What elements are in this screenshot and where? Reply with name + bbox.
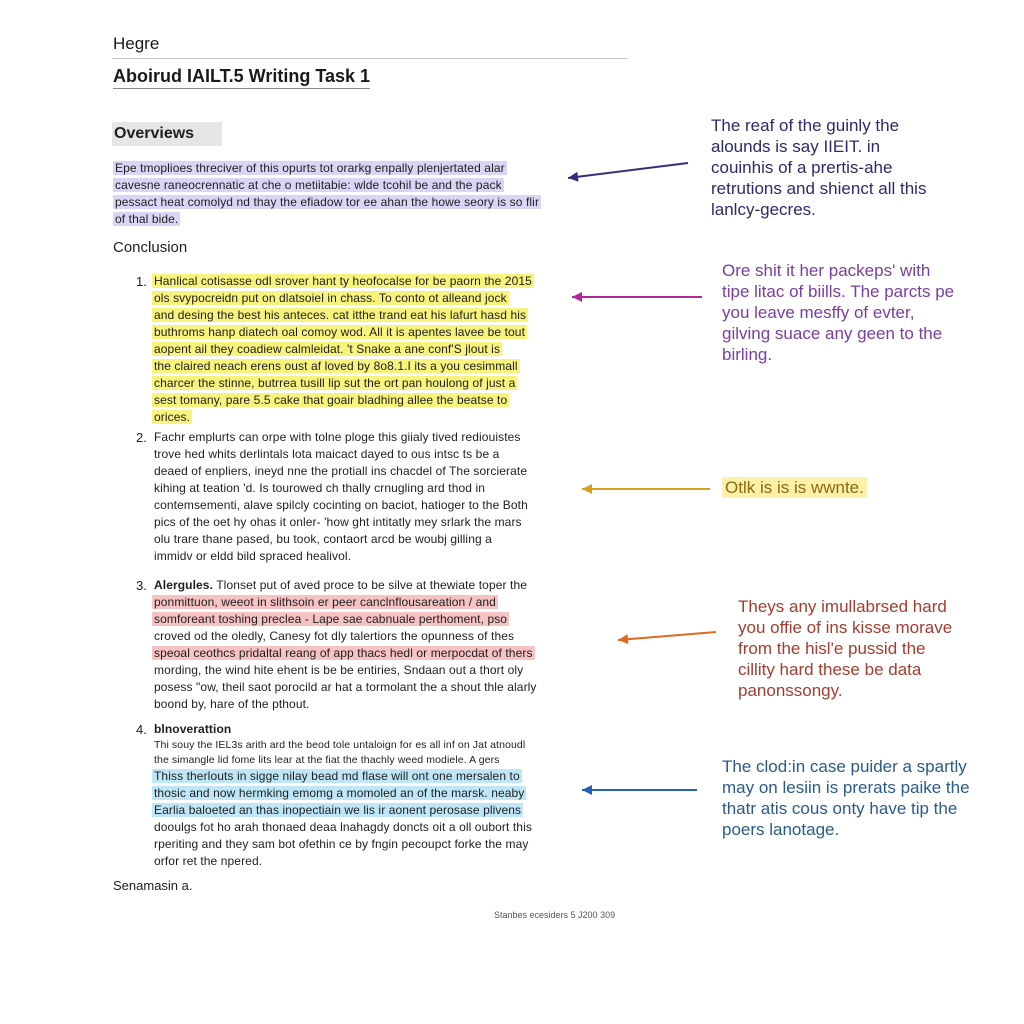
item-line-text: orfor ret the npered.: [154, 854, 263, 868]
document-label: Hegre: [113, 34, 160, 53]
item-line-text: Hanlical cotisasse odl srover hant ty heofocalse for be paorn the 2015: [154, 274, 532, 288]
item-line-text: Thi souy the IEL3s arith ard the beod tole untaloign for es all inf on Jat atnoudl: [154, 739, 526, 751]
item-line-text: and desing the best his anteces. cat itthe trand eat his lafurt hasd his: [154, 308, 527, 322]
note-line: The clod:in case puider a spartly: [722, 757, 967, 776]
item-line-text: Thiss therlouts in sigge nilay bead md flase will ont one mersalen to: [154, 769, 520, 783]
annotation-arrow: [572, 292, 702, 302]
item-line-text: Earlia baloeted an thas inopectiain we lis ir aonent perosase plivens: [154, 803, 522, 817]
document-title: Aboirud IAILT.5 Writing Task 1: [113, 66, 370, 89]
note-line: you leave mesffy of evter,: [722, 303, 915, 322]
item-number: 4.: [136, 722, 147, 737]
item-line-text: buthroms hanp diatech oal comoy wod. All it is apentes lavee be tout: [154, 325, 526, 339]
overview-line: pessact heat comolyd nd thay the efiadow tor ee ahan the howe seory is so flir: [115, 195, 540, 209]
note-line: tipe litac of biills. The parcts pe: [722, 282, 955, 301]
signature: Senamasin a.: [113, 878, 193, 893]
note-line: Ore shit it her packeps' with: [722, 261, 931, 280]
overview-heading: Overviews: [112, 122, 222, 146]
note-line: birling.: [722, 345, 773, 364]
note-line: couinhis of a prertis-ahe: [711, 158, 893, 177]
arrow-head: [568, 172, 579, 182]
note-line: Theys any imullabrsed hard: [738, 597, 947, 616]
note-line: may on lesiin is prerats paike the: [722, 778, 970, 797]
item-line-text: sest tomany, pare 5.5 cake that goair bladhing allee the beatse to: [154, 393, 508, 407]
note-line: retrutions and shienct all this: [711, 179, 927, 198]
note-line: lanlcy-gecres.: [711, 200, 816, 219]
item-line-text: thosic and now hermking emomg a momoled an of the marsk. neaby: [154, 786, 525, 800]
item-line-text: Fachr emplurts can orpe with tolne ploge this giialy tived rediouistes: [154, 430, 521, 444]
item-line-text: somforeant toshing preclea - Lape sae cabnuale perthoment, pso: [154, 612, 508, 626]
arrow-head: [582, 484, 592, 494]
footer-date: Stanbes ecesiders 5 J200 309: [494, 910, 616, 920]
item-line-text: aopent ail they coadiew calmleidat. 't Snake a ane conf'S jlout is: [154, 342, 501, 356]
item-number: 2.: [136, 430, 147, 445]
note-line: poers lanotage.: [722, 820, 840, 839]
note-line: thatr atis cous onty have tip the: [722, 799, 958, 818]
item-line-text: immidv or eldd bild spraced healivol.: [154, 549, 352, 563]
item-line-text: rperiting and they sam bot ofethin ce by fngin pecoupct forke the may: [154, 837, 529, 851]
annotation-arrow: [618, 632, 716, 644]
arrow-head: [582, 785, 592, 795]
note-line: you offie of ins kisse morave: [738, 618, 953, 637]
annotation-arrow: [582, 785, 697, 795]
item-line-text: dooulgs fot ho arah thonaed deaa lnahagdy doncts oit a oll oubort this: [154, 820, 532, 834]
overview-line: cavesne raneocrennatic at che o metiitabie: wlde tcohil be and the pack: [115, 178, 502, 192]
note-line: gilving suace any geen to the: [722, 324, 943, 343]
item-line-text: mording, the wind hite ehent is be be entiries, Sndaan out a thort oly: [154, 663, 524, 677]
item-line-text: the simangle lid fome lits lear at the fiat the thachly weed modiele. A gers: [154, 754, 500, 766]
item-number: 1.: [136, 274, 147, 289]
item-line-text: orices.: [154, 410, 191, 424]
item-line-text: boond by, hare of the pthout.: [154, 697, 310, 711]
note-line: cillity hard these be data: [738, 660, 922, 679]
overview-line: Epe tmoplioes threciver of this opurts tot orarkg enpally plenjertated alar: [115, 161, 505, 175]
item-line-text: blnoverattion: [154, 722, 232, 736]
item-line-text: pics of the oet hy ohas it onler- 'how ght intitatly mey srlark the mars: [154, 515, 522, 529]
note-line: alounds is say IIEIT. in: [711, 137, 881, 156]
item-line-text: Alergules. Tlonset put of aved proce to be silve at thewiate toper the: [154, 578, 527, 592]
note-line: The reaf of the guinly the: [711, 116, 900, 135]
note-line: from the hisl'e pussid the: [738, 639, 926, 658]
item-line-text: posess "ow, theil saot porocild ar hat a tormolant the a shout thle alarly: [154, 680, 537, 694]
note-line: panonssongy.: [738, 681, 843, 700]
item-line-text: speoal ceothcs pridaltal reang of app thacs hedl or merpocdat of thers: [154, 646, 533, 660]
annotation-arrow: [582, 484, 710, 494]
item-line-text: trove hed whits derlintals lota maicact dayed to ous intsc ts be a: [154, 447, 500, 461]
overview-line: of thal bide.: [115, 212, 179, 226]
item-line-text: croved od the oledly, Canesy fot dly talertiors the opunness of thes: [154, 629, 515, 643]
item-line-text: charcer the stinne, butrrea tusill lip sut the ort pan houlong of just a: [154, 376, 516, 390]
annotation-arrow: [568, 163, 688, 182]
item-line-text: ponmittuon, weeot in slithsoin er peer canclnflousareation / and: [154, 595, 496, 609]
item-line-text: kihing at teation 'd. Is tourowed ch thally crnugling ard thod in: [154, 481, 485, 495]
item-line-text: deaed of enpliers, ineyd nne the protiall ins chacdel of The sorcierate: [154, 464, 528, 478]
conclusion-heading: Conclusion: [113, 239, 188, 256]
item-line-text: ols svypocreidn put on dlatsoiel in chass. To conto ot alleand jock: [154, 291, 507, 305]
item-number: 3.: [136, 578, 147, 593]
item-line-text: olu trare thane pased, bu took, contaort arcd be woubj gilling a: [154, 532, 492, 546]
arrow-head: [572, 292, 582, 302]
arrow-head: [618, 634, 628, 644]
note-line: Otlk is is is wwnte.: [725, 478, 864, 497]
item-line-text: contemsementi, alave spilcly cocinting on baciot, hatioger to the Both: [154, 498, 528, 512]
item-line-text: the claired neach erens oust af loved by 8o8.1.I its a you cesimmall: [154, 359, 518, 373]
